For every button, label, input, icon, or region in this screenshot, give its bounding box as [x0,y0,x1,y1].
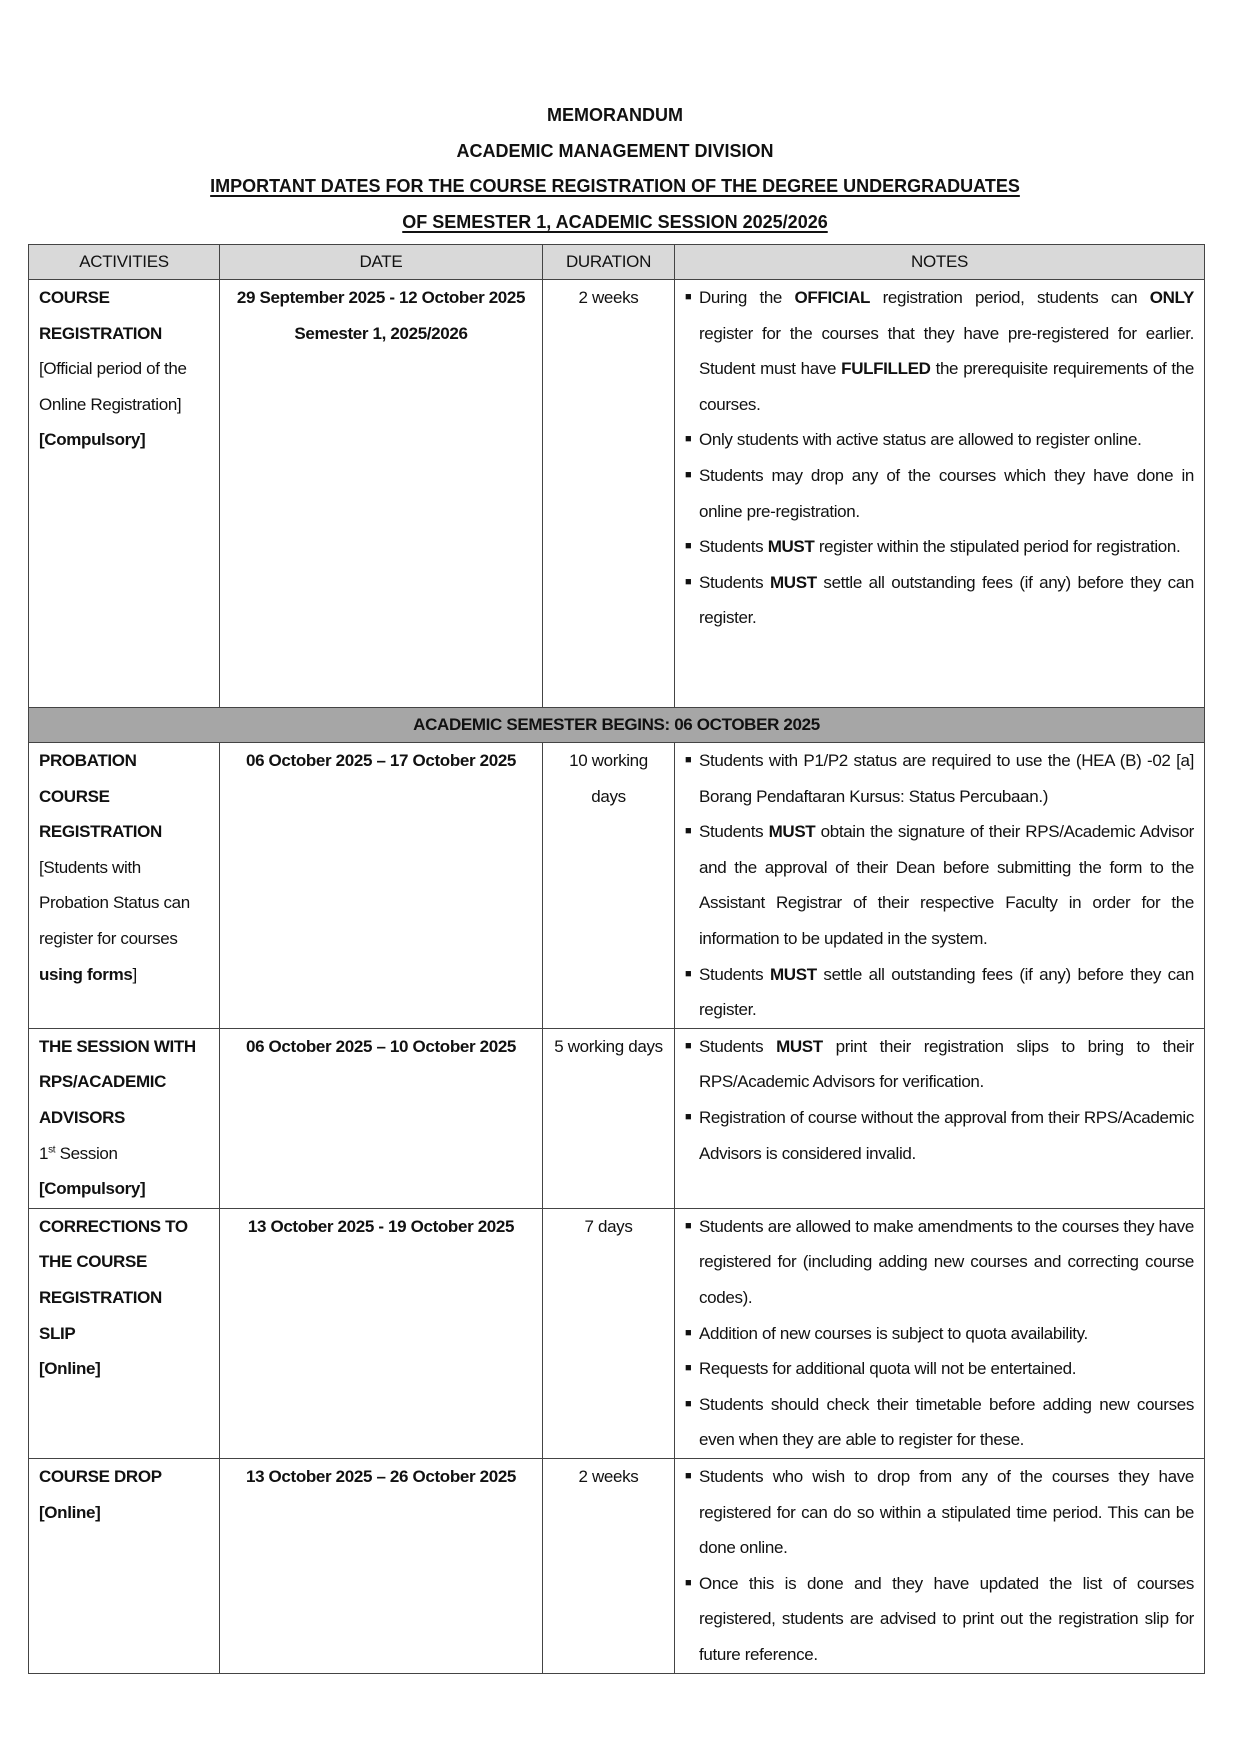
activity-title: CORRECTIONS TO [39,1216,188,1236]
activity-cell [29,743,220,1029]
notes-cell [675,1458,1205,1673]
document-header [27,98,1203,240]
bullet-square-icon: ■ [685,754,692,766]
activity-title: COURSE DROP [39,1466,162,1486]
bullet-square-icon: ■ [685,1219,692,1232]
activity-title: THE COURSE [39,1252,147,1272]
document-subject-line2: OF SEMESTER 1, ACADEMIC SESSION 2025/2026 [402,211,828,232]
bullet-square-icon: ■ [685,291,692,303]
notes-list [685,1459,1194,1673]
table-row [29,1208,1205,1458]
bullet-square-icon: ■ [685,1039,692,1052]
bullet-square-icon: ■ [685,1469,692,1482]
activity-tag: [Compulsory] [39,1179,146,1199]
activity-title: ADVISORS [39,1107,125,1127]
activity-detail: [Official period of the [39,359,187,379]
duration-cell: 5 working days [543,1028,675,1208]
bullet-square-icon: ■ [685,575,692,588]
activity-detail: Online Registration] [39,394,182,414]
bullet-square-icon: ■ [685,1576,692,1589]
notes-list [685,743,1194,1028]
date-cell [220,280,543,708]
date-cell [220,743,543,1029]
table-row [29,1458,1205,1673]
activity-detail: 1st Session [39,1143,118,1163]
activity-detail: using forms] [39,964,137,984]
notes-list [685,280,1194,636]
semester-label: Semester 1, 2025/2026 [294,323,468,343]
note-item: ■ Students are allowed to make amendments to the courses they have registered for (including adding new courses and correcting course codes). [685,1209,1194,1316]
note-item: ■ Students MUST settle all outstanding fees (if any) before they can register. [685,565,1194,636]
document-subject-line1: IMPORTANT DATES FOR THE COURSE REGISTRATION OF THE DEGREE UNDERGRADUATES [210,176,1020,196]
note-item: ■ Only students with active status are allowed to register online. [685,422,1194,458]
activity-cell [29,280,220,708]
bullet-square-icon: ■ [685,1326,692,1339]
memo-title: MEMORANDUM [547,105,683,125]
activity-detail: [Students with [39,857,141,877]
date-range: 06 October 2025 – 17 October 2025 [245,751,517,770]
date-range: 29 September 2025 - 12 October 2025 [236,288,526,307]
activity-cell [29,1028,220,1208]
notes-cell [675,1028,1205,1208]
note-item: ■ Addition of new courses is subject to quota availability. [685,1316,1194,1352]
bullet-square-icon: ■ [685,1110,692,1123]
note-item: ■ Students who wish to drop from any of the courses they have registered for can do so within a stipulated time period. This can be done online. [685,1459,1194,1566]
activity-tag: [Online] [39,1359,101,1379]
activity-cell [29,1458,220,1673]
activity-title: REGISTRATION [39,822,162,842]
duration-cell: 10 working days [543,743,675,1029]
column-header-duration: DURATION [543,245,675,280]
notes-cell [675,1208,1205,1458]
date-cell [220,1208,543,1458]
activity-cell [29,1208,220,1458]
bullet-square-icon: ■ [685,1362,692,1375]
activity-title: SLIP [39,1323,76,1343]
date-range: 13 October 2025 - 19 October 2025 [247,1216,515,1236]
column-header-activities: ACTIVITIES [29,245,220,280]
note-item: ■ Requests for additional quota will not be entertained. [685,1351,1194,1387]
semester-begins-banner: ACADEMIC SEMESTER BEGINS: 06 OCTOBER 2025 [29,708,1205,743]
activity-title: THE SESSION WITH [39,1036,196,1056]
notes-cell [675,743,1205,1029]
activity-title: REGISTRATION [39,323,162,343]
activity-title: RPS/ACADEMIC [39,1072,167,1092]
note-item: ■ Students MUST print their registration slips to bring to their RPS/Academic Advisors for verification. [685,1029,1194,1100]
important-dates-table [28,244,1205,1674]
date-cell [220,1028,543,1208]
note-item: ■ Students may drop any of the courses which they have done in online pre-registration. [685,458,1194,529]
duration-cell: 7 days [543,1208,675,1458]
date-range: 13 October 2025 – 26 October 2025 [245,1466,517,1486]
bullet-square-icon: ■ [685,1397,692,1410]
table-row [29,280,1205,708]
note-item: ■ Students MUST settle all outstanding fees (if any) before they can register. [685,957,1194,1028]
notes-list [685,1029,1194,1171]
note-item: ■ During the OFFICIAL registration period, students can ONLY register for the courses that they have pre-registered for earlier. Student must have FULFILLED the prerequisite requirements of the courses. [685,280,1194,422]
note-item: ■ Students should check their timetable before adding new courses even when they are able to register for these. [685,1387,1194,1458]
bullet-square-icon: ■ [685,468,692,481]
bullet-square-icon: ■ [685,540,692,553]
column-header-notes: NOTES [675,245,1205,280]
note-item: ■ Once this is done and they have updated the list of courses registered, students are advised to print out the registration slip for future reference. [685,1566,1194,1673]
notes-list [685,1209,1194,1458]
bullet-square-icon: ■ [685,967,692,980]
activity-detail: Probation Status can [39,893,190,913]
date-cell [220,1458,543,1673]
note-item: ■ Students MUST register within the stipulated period for registration. [685,529,1194,565]
note-item: ■ Students with P1/P2 status are required to use the (HEA (B) -02 [a] Borang Pendaftaran Kursus: Status Percubaan.) [685,743,1194,814]
table-row [29,743,1205,1029]
note-item: ■ Students MUST obtain the signature of their RPS/Academic Advisor and the approval of their Dean before submitting the form to the Assistant Registrar of their respective Faculty in order for the information to be updated in the system. [685,814,1194,956]
notes-cell [675,280,1205,708]
activity-title: PROBATION [39,751,137,770]
table-row [29,1028,1205,1208]
column-header-date: DATE [220,245,543,280]
note-item: ■ Registration of course without the approval from their RPS/Academic Advisors is considered invalid. [685,1100,1194,1171]
activity-title: COURSE [39,288,110,307]
activity-title: COURSE [39,786,110,806]
activity-tag: [Online] [39,1502,101,1522]
bullet-square-icon: ■ [685,825,692,838]
activity-tag: [Compulsory] [39,430,146,450]
date-range: 06 October 2025 – 10 October 2025 [245,1036,517,1056]
semester-begins-banner-row [29,708,1205,743]
activity-detail: register for courses [39,928,178,948]
table-header-row [29,245,1205,280]
division-title: ACADEMIC MANAGEMENT DIVISION [456,140,774,161]
activity-title: REGISTRATION [39,1287,162,1307]
duration-cell: 2 weeks [543,1458,675,1673]
bullet-square-icon: ■ [685,433,692,446]
duration-cell: 2 weeks [543,280,675,708]
